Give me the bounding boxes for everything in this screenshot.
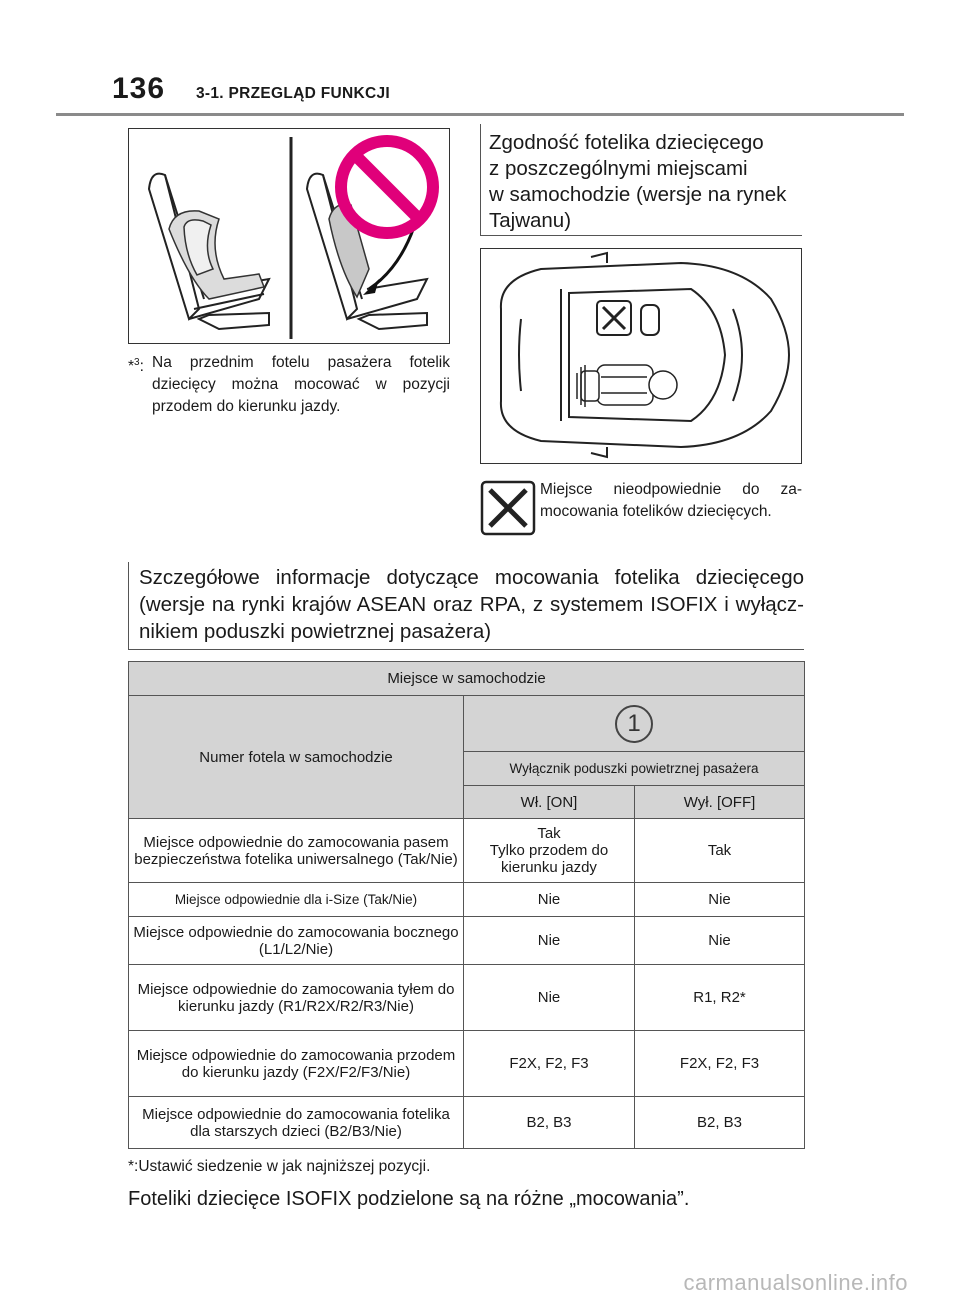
closing-sentence: Foteliki dziecięce ISOFIX podzielone są na różne „mocowania”.: [128, 1188, 690, 1210]
section-title: 3-1. PRZEGLĄD FUNKCJI: [196, 85, 391, 102]
row-off-value: B2, B3: [635, 1097, 805, 1149]
row-label: Miejsce odpowiednie do zamocowania bocznego (L1/L2/Nie): [129, 917, 464, 965]
row-on-value: Nie: [464, 965, 635, 1031]
seat-number-badge: 1: [615, 705, 653, 743]
row-label: Miejsce odpowiednie do zamocowania tyłem do kierunku jazdy (R1/R2X/R2/R3/Nie): [129, 965, 464, 1031]
unsuitable-legend-text: Miejsce nieodpowiednie do zamocowania fotelików dziecięcych.: [540, 481, 802, 520]
watermark: carmanualsonline.info: [683, 1270, 908, 1295]
heading-line: Zgodność fotelika dziecięcego: [489, 131, 764, 154]
heading-line: Tajwanu): [489, 209, 572, 232]
row-on-value: Nie: [464, 883, 635, 917]
note-text: Na przednim fotelu pasażera fotelik dziecięcy można mocować w pozycji przodem do kierunku jazdy.: [152, 354, 450, 415]
table-header-location: Miejsce w samochodzie: [129, 662, 805, 696]
table-header-switch: Wyłącznik poduszki powietrznej pasażera: [464, 752, 805, 786]
table-row: [129, 917, 805, 965]
table-row: [129, 965, 805, 1031]
heading-line: z poszczególnymi miejscami: [489, 157, 748, 180]
header-rule: [56, 113, 904, 116]
car-top-view-drawing: [481, 249, 801, 462]
row-off-value: Nie: [635, 917, 805, 965]
table-row: [129, 1097, 805, 1149]
isofix-compatibility-table: [128, 661, 805, 1149]
seat-number-cell: [464, 696, 805, 752]
row-off-value: Nie: [635, 883, 805, 917]
row-on-value: B2, B3: [464, 1097, 635, 1149]
row-off-value: F2X, F2, F3: [635, 1031, 805, 1097]
seat-illustration: [128, 128, 450, 344]
child-seat-drawing: [129, 129, 449, 342]
compatibility-heading: [480, 124, 802, 236]
page-number: 136: [112, 72, 166, 105]
table-header-seat-number: Numer fotela w samochodzie: [129, 696, 464, 819]
car-seat-map: [480, 248, 802, 464]
row-label: Miejsce odpowiednie do zamocowania fotelika dla starszych dzieci (B2/B3/Nie): [129, 1097, 464, 1149]
table-header-off: Wył. [OFF]: [635, 786, 805, 819]
table-footnote: *:Ustawić siedzenie w jak najniższej pozycji.: [128, 1158, 431, 1175]
row-label: Miejsce odpowiednie dla i-Size (Tak/Nie): [129, 883, 464, 917]
row-label: Miejsce odpowiednie do zamocowania pasem bezpieczeństwa fotelika uniwersalnego (Tak/Nie): [129, 819, 464, 883]
table-row: [129, 883, 805, 917]
row-on-value: Nie: [464, 917, 635, 965]
seat-note: [128, 352, 450, 418]
note-marker: *$^3$:: [128, 357, 144, 376]
unsuitable-x-icon: [480, 480, 536, 536]
heading-line: w samochodzie (wersje na rynek: [489, 183, 787, 206]
row-on-value: F2X, F2, F3: [464, 1031, 635, 1097]
table-row: [129, 1031, 805, 1097]
table-header-on: Wł. [ON]: [464, 786, 635, 819]
row-label: Miejsce odpowiednie do zamocowania przodem do kierunku jazdy (F2X/F2/F3/Nie): [129, 1031, 464, 1097]
detail-heading: Szczegółowe informacje dotyczące mocowania fotelika dziecięcego (wersje na rynki krajów ASEAN oraz RPA, z systemem ISOFIX i wyłącznikiem poduszki powietrznej pasażera): [128, 562, 804, 650]
row-off-value: R1, R2*: [635, 965, 805, 1031]
row-on-value: Tak Tylko przodem do kierunku jazdy: [464, 819, 635, 883]
table-row: [129, 819, 805, 883]
row-off-value: Tak: [635, 819, 805, 883]
